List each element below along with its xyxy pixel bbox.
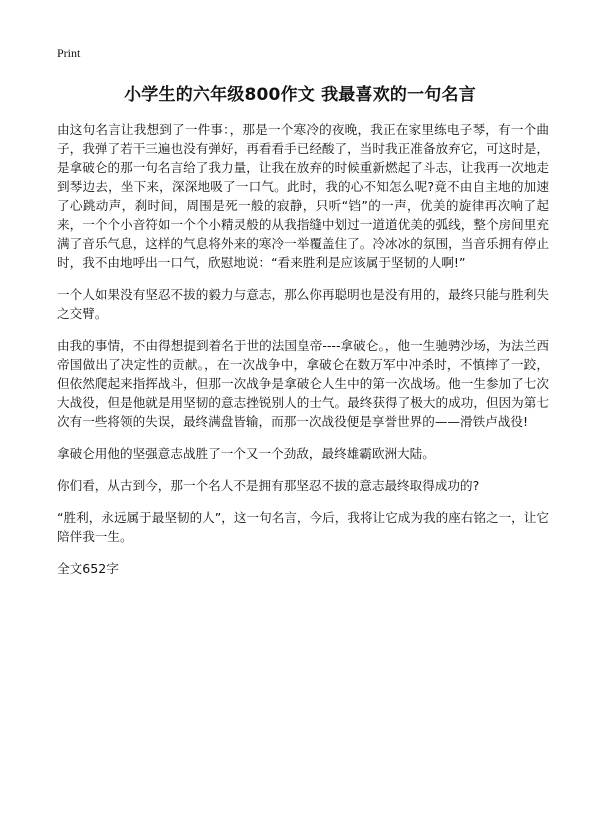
article-title: 小学生的六年级800作文 我最喜欢的一句名言 [124, 85, 476, 105]
paragraph-2: 一个人如果没有坚忍不拔的毅力与意志，那么你再聪明也是没有用的，最终只能与胜利失之交臂。 [57, 287, 549, 321]
paragraph-3: 由我的事情，不由得想提到着名于世的法国皇帝----拿破仑。，他一生驰骋沙场，为法兰西帝国做出了决定性的贡献。，在一次战争中，拿破仑在数万军中冲杀时，不慎摔了一跤，但依然爬起来指挥战斗，但那一次战争是拿破仑人生中的第一次战场。他一生参加了七次大战役，但是他就是用坚韧的意志挫锐别人的士气。最终获得了极大的成功，但因为第七次有一些将领的失误，最终满盘皆输，而那一次战役便是享誉世界的——滑铁卢战役! [57, 338, 549, 429]
paragraph-4: 拿破仑用他的坚强意志战胜了一个又一个劲敌，最终雄霸欧洲大陆。 [57, 446, 435, 461]
paragraph-5: 你们看，从古到今，那一个名人不是拥有那坚忍不拔的意志最终取得成功的? [57, 478, 480, 493]
paragraph-1: 由这句名言让我想到了一件事：，那是一个寒冷的夜晚，我正在家里练电子琴，有一个曲子，我弹了若干三遍也没有弹好，再看看手已经酸了，当时我正准备放弃它，可这时是，是拿破仑的那一句名言给了我力量，让我在放弃的时候重新燃起了斗志，让我再一次地走到琴边去，坐下来，深深地吸了一口气。此时，我的心不知怎么呢?竟不由自主地的加速了心跳动声，刹时间，周围是死一般的寂静，只听“铛”的一声，优美的旋律再次响了起来，一个个小音符如一个个小精灵般的从我指缝中划过一道道优美的弧线，整个房间里充满了音乐气息，这样的气息将外来的寒冷一举覆盖住了。冷冰冰的氛围，当音乐拥有停止时，我不由地呼出一口气，欣慰地说：“看来胜利是应该属于坚韧的人啊!” [57, 122, 549, 270]
word-count: 全文652字 [57, 561, 119, 576]
print-link[interactable]: Print [57, 46, 81, 60]
paragraph-6: “胜利，永远属于最坚韧的人”，这一句名言，今后，我将让它成为我的座右铭之一，让它陪伴我一生。 [57, 510, 549, 544]
article-body [57, 120, 549, 591]
